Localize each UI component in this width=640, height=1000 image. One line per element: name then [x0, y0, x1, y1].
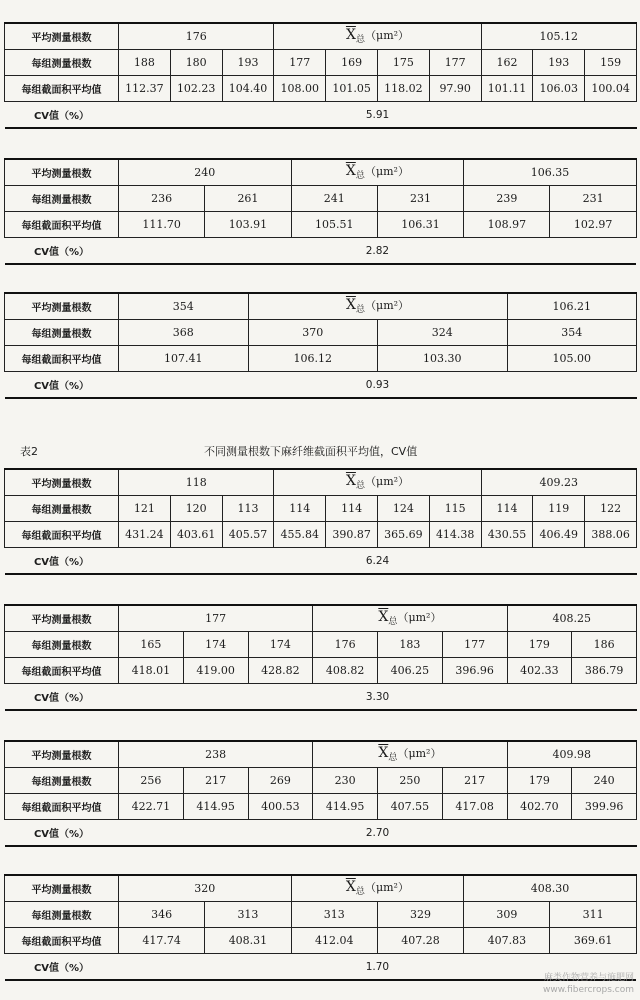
cv-label: CV值（%） [5, 548, 119, 575]
group-mean-cell: 418.01 [119, 658, 184, 684]
overall-mean-header: $\overline{X}_总(\mu m^2)$ [313, 605, 507, 632]
table-title: 不同测量根数下麻纤维截面积平均值，CV值 [204, 445, 418, 458]
group-count-cell: 114 [481, 496, 533, 522]
group-mean-cell: 111.70 [119, 212, 205, 238]
group-count-cell: 177 [274, 50, 326, 76]
group-count-cell: 329 [377, 902, 463, 928]
group-count-cell: 217 [442, 768, 507, 794]
data-block-2 [4, 158, 637, 265]
group-mean-cell: 403.61 [170, 522, 222, 548]
group-count-cell: 250 [378, 768, 443, 794]
cv-value: 1.70 [119, 954, 637, 981]
group-count-cell: 346 [119, 902, 205, 928]
group-count-cell: 230 [313, 768, 378, 794]
table-number: 表2 [20, 445, 38, 458]
group-mean-cell: 118.02 [378, 76, 430, 102]
group-count-cell: 114 [326, 496, 378, 522]
cv-label: CV值（%） [5, 954, 119, 981]
group-mean-cell: 430.55 [481, 522, 533, 548]
avg-count-label: 平均测量根数 [5, 159, 119, 186]
group-mean-cell: 399.96 [572, 794, 637, 820]
group-count-cell: 193 [222, 50, 274, 76]
group-count-cell: 174 [248, 632, 313, 658]
group-mean-cell: 101.05 [326, 76, 378, 102]
overall-mean-value: 409.98 [507, 741, 637, 768]
group-count-cell: 368 [119, 320, 249, 346]
group-mean-cell: 390.87 [326, 522, 378, 548]
group-mean-cell: 103.91 [205, 212, 291, 238]
group-count-cell: 122 [585, 496, 637, 522]
group-area-label: 每组截面积平均值 [5, 346, 119, 372]
cv-label: CV值（%） [5, 684, 119, 711]
group-count-cell: 120 [170, 496, 222, 522]
group-count-label: 每组测量根数 [5, 902, 119, 928]
cv-label: CV值（%） [5, 820, 119, 847]
group-mean-cell: 102.97 [550, 212, 636, 238]
group-mean-cell: 405.57 [222, 522, 274, 548]
group-count-cell: 193 [533, 50, 585, 76]
cv-value: 5.91 [119, 102, 637, 129]
overall-mean-header: $\overline{X}_总(\mu m^2)$ [291, 159, 464, 186]
group-count-cell: 217 [183, 768, 248, 794]
group-mean-cell: 406.49 [533, 522, 585, 548]
group-count-cell: 113 [222, 496, 274, 522]
group-mean-cell: 101.11 [481, 76, 533, 102]
cv-value: 2.70 [119, 820, 637, 847]
group-count-label: 每组测量根数 [5, 768, 119, 794]
group-count-cell: 236 [119, 186, 205, 212]
avg-count-label: 平均测量根数 [5, 741, 119, 768]
data-block-1 [4, 22, 637, 129]
group-mean-cell: 365.69 [378, 522, 430, 548]
group-mean-cell: 112.37 [119, 76, 171, 102]
group-count-cell: 231 [377, 186, 463, 212]
group-count-cell: 159 [585, 50, 637, 76]
group-mean-cell: 422.71 [119, 794, 184, 820]
group-mean-cell: 103.30 [378, 346, 508, 372]
group-mean-cell: 106.12 [248, 346, 378, 372]
group-count-cell: 162 [481, 50, 533, 76]
group-mean-cell: 105.51 [291, 212, 377, 238]
avg-count-label: 平均测量根数 [5, 875, 119, 902]
group-mean-cell: 105.00 [507, 346, 637, 372]
group-count-cell: 241 [291, 186, 377, 212]
group-mean-cell: 431.24 [119, 522, 171, 548]
group-mean-cell: 407.83 [464, 928, 550, 954]
data-block-6 [4, 740, 637, 847]
overall-mean-header: $\overline{X}_总(\mu m^2)$ [248, 293, 507, 320]
group-count-cell: 174 [183, 632, 248, 658]
group-mean-cell: 406.25 [378, 658, 443, 684]
group-count-label: 每组测量根数 [5, 186, 119, 212]
group-count-cell: 261 [205, 186, 291, 212]
group-mean-cell: 400.53 [248, 794, 313, 820]
group-mean-cell: 428.82 [248, 658, 313, 684]
cv-value: 0.93 [119, 372, 637, 399]
group-count-cell: 231 [550, 186, 636, 212]
avg-count-label: 平均测量根数 [5, 293, 119, 320]
overall-mean-header: $\overline{X}_总(\mu m^2)$ [313, 741, 507, 768]
overall-mean-header: $\overline{X}_总(\mu m^2)$ [274, 469, 481, 496]
group-count-label: 每组测量根数 [5, 50, 119, 76]
avg-count-value: 177 [119, 605, 313, 632]
overall-mean-value: 106.35 [464, 159, 637, 186]
overall-mean-value: 408.25 [507, 605, 637, 632]
group-mean-cell: 407.55 [378, 794, 443, 820]
group-area-label: 每组截面积平均值 [5, 658, 119, 684]
group-count-cell: 179 [507, 768, 572, 794]
group-area-label: 每组截面积平均值 [5, 212, 119, 238]
cv-value: 3.30 [119, 684, 637, 711]
group-mean-cell: 417.08 [442, 794, 507, 820]
group-count-cell: 114 [274, 496, 326, 522]
group-area-label: 每组截面积平均值 [5, 76, 119, 102]
group-count-cell: 370 [248, 320, 378, 346]
group-mean-cell: 396.96 [442, 658, 507, 684]
group-mean-cell: 106.03 [533, 76, 585, 102]
avg-count-value: 240 [119, 159, 292, 186]
group-area-label: 每组截面积平均值 [5, 794, 119, 820]
group-count-cell: 188 [119, 50, 171, 76]
cv-label: CV值（%） [5, 238, 119, 265]
group-count-cell: 165 [119, 632, 184, 658]
group-mean-cell: 104.40 [222, 76, 274, 102]
group-mean-cell: 106.31 [377, 212, 463, 238]
cv-value: 2.82 [119, 238, 637, 265]
group-count-cell: 313 [291, 902, 377, 928]
group-mean-cell: 97.90 [429, 76, 481, 102]
data-block-4 [4, 468, 637, 575]
group-count-cell: 354 [507, 320, 637, 346]
group-count-cell: 175 [378, 50, 430, 76]
group-mean-cell: 107.41 [119, 346, 249, 372]
cv-label: CV值（%） [5, 372, 119, 399]
group-area-label: 每组截面积平均值 [5, 928, 119, 954]
group-count-cell: 309 [464, 902, 550, 928]
data-block-7 [4, 874, 637, 981]
group-mean-cell: 414.38 [429, 522, 481, 548]
group-area-label: 每组截面积平均值 [5, 522, 119, 548]
group-mean-cell: 408.82 [313, 658, 378, 684]
overall-mean-value: 105.12 [481, 23, 636, 50]
group-count-cell: 177 [442, 632, 507, 658]
avg-count-value: 354 [119, 293, 249, 320]
group-mean-cell: 407.28 [377, 928, 463, 954]
avg-count-value: 238 [119, 741, 313, 768]
group-count-cell: 183 [378, 632, 443, 658]
group-count-cell: 180 [170, 50, 222, 76]
group-mean-cell: 414.95 [183, 794, 248, 820]
group-count-cell: 177 [429, 50, 481, 76]
group-mean-cell: 386.79 [572, 658, 637, 684]
watermark [543, 972, 634, 996]
group-mean-cell: 108.00 [274, 76, 326, 102]
group-mean-cell: 402.70 [507, 794, 572, 820]
watermark-line: www.fibercrops.com [543, 985, 634, 995]
group-mean-cell: 402.33 [507, 658, 572, 684]
group-mean-cell: 388.06 [585, 522, 637, 548]
group-count-cell: 240 [572, 768, 637, 794]
group-count-cell: 324 [378, 320, 508, 346]
group-count-cell: 186 [572, 632, 637, 658]
overall-mean-value: 106.21 [507, 293, 637, 320]
group-count-cell: 239 [464, 186, 550, 212]
group-count-cell: 115 [429, 496, 481, 522]
group-count-cell: 176 [313, 632, 378, 658]
avg-count-value: 118 [119, 469, 274, 496]
group-mean-cell: 102.23 [170, 76, 222, 102]
group-count-cell: 256 [119, 768, 184, 794]
overall-mean-value: 409.23 [481, 469, 636, 496]
overall-mean-header: $\overline{X}_总(\mu m^2)$ [291, 875, 464, 902]
group-mean-cell: 108.97 [464, 212, 550, 238]
cv-value: 6.24 [119, 548, 637, 575]
table-caption [4, 441, 636, 459]
group-mean-cell: 455.84 [274, 522, 326, 548]
group-count-cell: 124 [378, 496, 430, 522]
group-mean-cell: 414.95 [313, 794, 378, 820]
avg-count-label: 平均测量根数 [5, 23, 119, 50]
avg-count-value: 176 [119, 23, 274, 50]
data-block-5 [4, 604, 637, 711]
group-count-label: 每组测量根数 [5, 632, 119, 658]
group-count-cell: 311 [550, 902, 636, 928]
avg-count-label: 平均测量根数 [5, 605, 119, 632]
group-count-cell: 179 [507, 632, 572, 658]
group-count-cell: 313 [205, 902, 291, 928]
watermark-line: 麻类作物营养与施肥网 [543, 973, 634, 983]
group-mean-cell: 412.04 [291, 928, 377, 954]
group-mean-cell: 417.74 [119, 928, 205, 954]
group-count-label: 每组测量根数 [5, 496, 119, 522]
data-block-3 [4, 292, 637, 399]
group-mean-cell: 419.00 [183, 658, 248, 684]
group-mean-cell: 408.31 [205, 928, 291, 954]
group-count-cell: 169 [326, 50, 378, 76]
group-count-cell: 269 [248, 768, 313, 794]
group-mean-cell: 369.61 [550, 928, 636, 954]
avg-count-label: 平均测量根数 [5, 469, 119, 496]
avg-count-value: 320 [119, 875, 292, 902]
overall-mean-value: 408.30 [464, 875, 637, 902]
group-mean-cell: 100.04 [585, 76, 637, 102]
group-count-cell: 121 [119, 496, 171, 522]
cv-label: CV值（%） [5, 102, 119, 129]
overall-mean-header: $\overline{X}_总(\mu m^2)$ [274, 23, 481, 50]
group-count-cell: 119 [533, 496, 585, 522]
group-count-label: 每组测量根数 [5, 320, 119, 346]
